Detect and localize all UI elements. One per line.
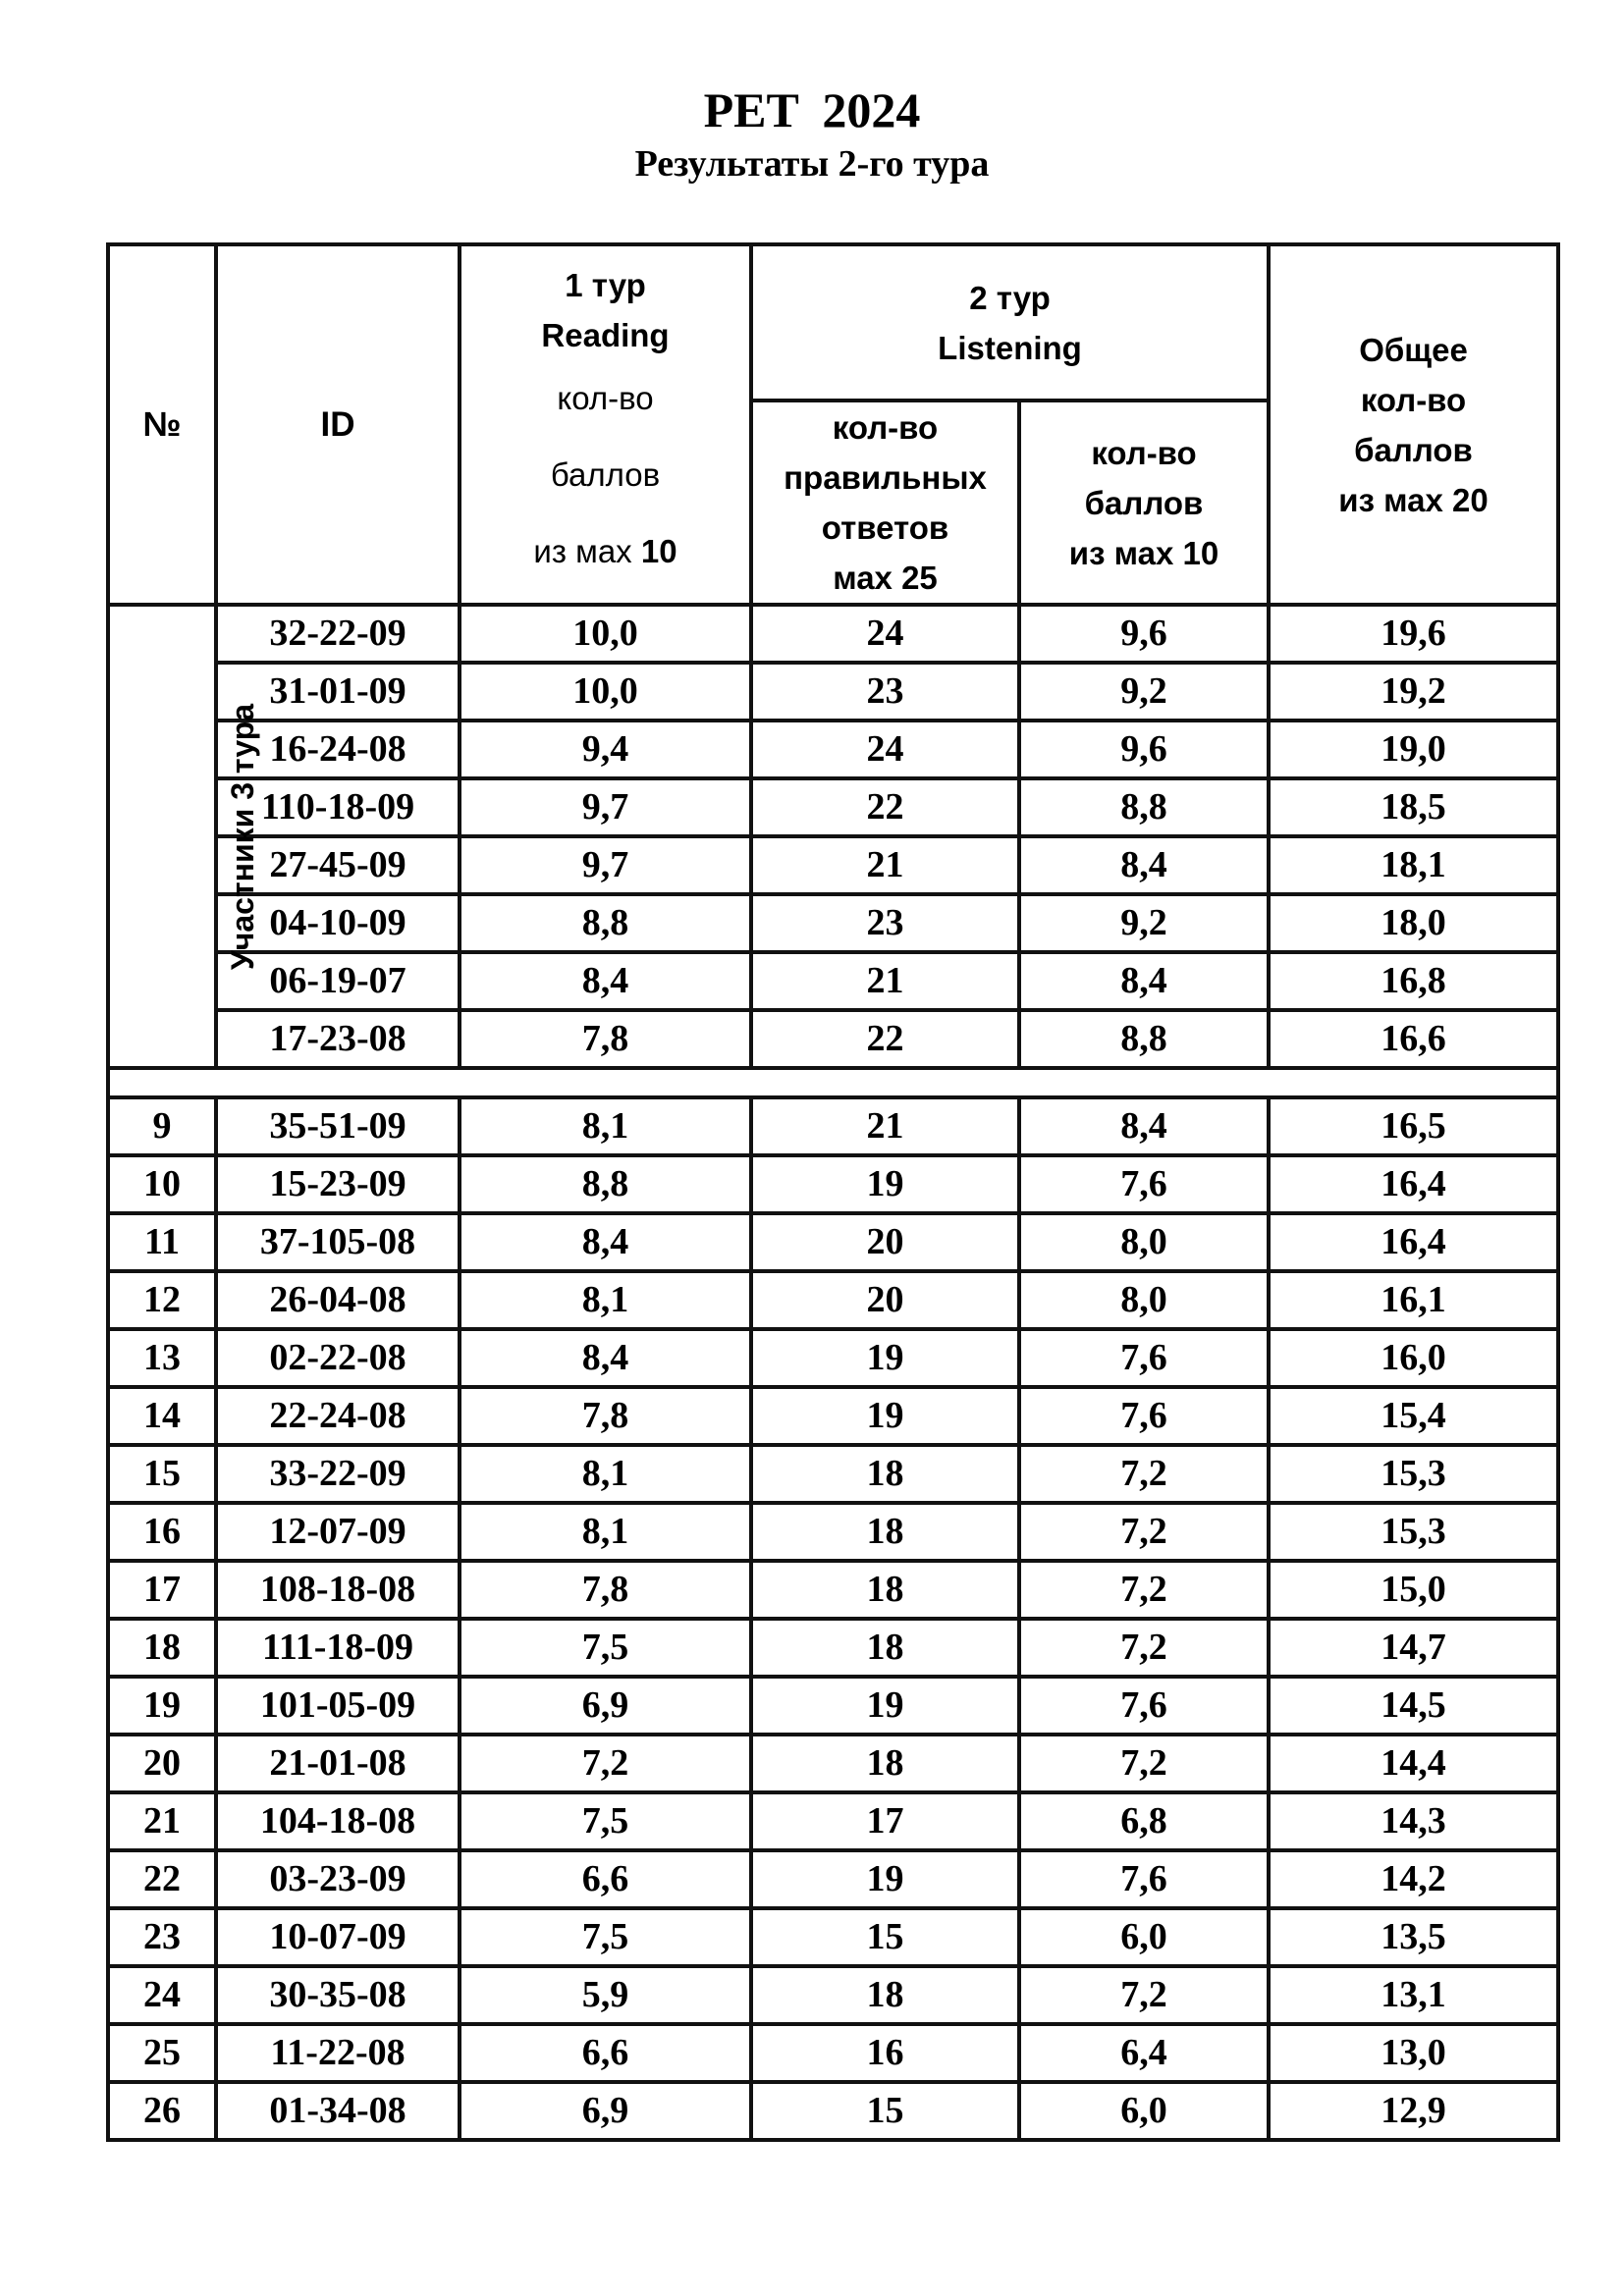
cell-id: 110-18-09: [216, 778, 460, 836]
cell-total: 15,0: [1269, 1561, 1558, 1619]
cell-total: 13,1: [1269, 1966, 1558, 2024]
cell-reading: 8,4: [460, 1329, 751, 1387]
cell-total: 16,1: [1269, 1271, 1558, 1329]
cell-listening-points: 6,0: [1019, 2082, 1269, 2140]
header-listening-round: 2 тур: [969, 279, 1051, 316]
cell-reading: 8,1: [460, 1445, 751, 1503]
cell-number: 12: [108, 1271, 216, 1329]
cell-total: 12,9: [1269, 2082, 1558, 2140]
header-reading-max-label: из мах: [533, 532, 641, 569]
cell-listening-points: 7,2: [1019, 1503, 1269, 1561]
separator-row: [108, 1068, 1558, 1097]
cell-number: 9: [108, 1097, 216, 1155]
cell-total: 15,3: [1269, 1445, 1558, 1503]
cell-listening-correct: 18: [751, 1966, 1019, 2024]
cell-total: 18,0: [1269, 894, 1558, 952]
cell-listening-points: 9,2: [1019, 894, 1269, 952]
table-row: [108, 1908, 1558, 1966]
cell-listening-correct: 19: [751, 1677, 1019, 1735]
table-row: [108, 1735, 1558, 1792]
table-row: [108, 1155, 1558, 1213]
header-number: №: [108, 244, 216, 605]
cell-total: 14,2: [1269, 1850, 1558, 1908]
cell-number: 13: [108, 1329, 216, 1387]
cell-total: 14,5: [1269, 1677, 1558, 1735]
cell-listening-points: 9,6: [1019, 605, 1269, 663]
cell-reading: 6,9: [460, 1677, 751, 1735]
cell-listening-correct: 21: [751, 836, 1019, 894]
header-reading: [460, 244, 751, 605]
cell-reading: 8,1: [460, 1503, 751, 1561]
header-listening-points-line2: баллов: [1084, 484, 1204, 521]
cell-listening-correct: 19: [751, 1850, 1019, 1908]
header-listening-correct-line4: мах 25: [833, 560, 938, 596]
header-total: [1269, 244, 1558, 605]
cell-reading: 9,7: [460, 778, 751, 836]
cell-id: 104-18-08: [216, 1792, 460, 1850]
cell-total: 13,0: [1269, 2024, 1558, 2082]
cell-id: 01-34-08: [216, 2082, 460, 2140]
cell-listening-points: 9,2: [1019, 663, 1269, 721]
cell-total: 19,2: [1269, 663, 1558, 721]
table-row: [108, 1387, 1558, 1445]
cell-listening-points: 8,0: [1019, 1271, 1269, 1329]
header-reading-line1: кол-во: [557, 379, 654, 416]
cell-listening-points: 7,6: [1019, 1329, 1269, 1387]
cell-reading: 7,8: [460, 1387, 751, 1445]
cell-total: 14,4: [1269, 1735, 1558, 1792]
cell-reading: 6,9: [460, 2082, 751, 2140]
cell-reading: 6,6: [460, 1850, 751, 1908]
header-total-line3: баллов: [1354, 431, 1473, 468]
cell-listening-correct: 19: [751, 1155, 1019, 1213]
cell-listening-correct: 20: [751, 1213, 1019, 1271]
cell-reading: 8,8: [460, 894, 751, 952]
header-reading-max-value: 10: [640, 532, 677, 569]
table-row: [108, 2024, 1558, 2082]
cell-total: 16,5: [1269, 1097, 1558, 1155]
cell-id: 10-07-09: [216, 1908, 460, 1966]
cell-reading: 5,9: [460, 1966, 751, 2024]
cell-listening-correct: 17: [751, 1792, 1019, 1850]
table-row: [108, 1213, 1558, 1271]
table-row-group: [108, 1010, 1558, 1068]
cell-id: 37-105-08: [216, 1213, 460, 1271]
cell-listening-points: 8,4: [1019, 836, 1269, 894]
header-listening: [751, 244, 1269, 400]
header-listening-correct-line1: кол-во: [832, 409, 939, 446]
separator-cell: [108, 1068, 1558, 1097]
cell-listening-correct: 18: [751, 1735, 1019, 1792]
cell-id: 04-10-09: [216, 894, 460, 952]
document-title: PET 2024: [703, 82, 921, 137]
cell-id: 03-23-09: [216, 1850, 460, 1908]
table-row-group: [108, 952, 1558, 1010]
table-row-group: [108, 894, 1558, 952]
cell-total: 16,8: [1269, 952, 1558, 1010]
table-row: [108, 1097, 1558, 1155]
table-row: [108, 1561, 1558, 1619]
table-row-group: [108, 605, 1558, 663]
header-reading-name: Reading: [541, 316, 670, 353]
cell-listening-correct: 18: [751, 1619, 1019, 1677]
group-label-cell: [108, 605, 261, 1068]
cell-reading: 7,5: [460, 1792, 751, 1850]
cell-reading: 10,0: [460, 663, 751, 721]
cell-id: 111-18-09: [216, 1619, 460, 1677]
header-reading-round: 1 тур: [565, 266, 646, 303]
header-listening-points-line3: из мах 10: [1068, 534, 1219, 571]
table-row: [108, 1329, 1558, 1387]
cell-listening-correct: 24: [751, 605, 1019, 663]
table-row: [108, 1619, 1558, 1677]
cell-id: 26-04-08: [216, 1271, 460, 1329]
cell-id: 21-01-08: [216, 1735, 460, 1792]
header-reading-line3: [461, 513, 749, 590]
cell-total: 18,5: [1269, 778, 1558, 836]
cell-listening-points: 7,2: [1019, 1561, 1269, 1619]
cell-id: 27-45-09: [216, 836, 460, 894]
cell-number: 26: [108, 2082, 216, 2140]
cell-id: 22-24-08: [216, 1387, 460, 1445]
cell-number: 10: [108, 1155, 216, 1213]
header-listening-points: [1019, 400, 1269, 605]
cell-listening-points: 7,6: [1019, 1155, 1269, 1213]
cell-reading: 7,5: [460, 1908, 751, 1966]
cell-total: 13,5: [1269, 1908, 1558, 1966]
cell-total: 14,3: [1269, 1792, 1558, 1850]
cell-total: 15,3: [1269, 1503, 1558, 1561]
table-header: [108, 244, 1558, 605]
cell-reading: 8,4: [460, 952, 751, 1010]
cell-number: 24: [108, 1966, 216, 2024]
cell-reading: 10,0: [460, 605, 751, 663]
cell-number: 17: [108, 1561, 216, 1619]
cell-listening-points: 8,8: [1019, 1010, 1269, 1068]
table-row: [108, 1850, 1558, 1908]
header-total-line2: кол-во: [1360, 381, 1467, 418]
cell-id: 31-01-09: [216, 663, 460, 721]
header-listening-correct: [751, 400, 1019, 605]
table-row: [108, 1271, 1558, 1329]
cell-listening-points: 6,8: [1019, 1792, 1269, 1850]
cell-number: 18: [108, 1619, 216, 1677]
cell-number: 21: [108, 1792, 216, 1850]
cell-listening-points: 8,8: [1019, 778, 1269, 836]
header-id: ID: [216, 244, 460, 605]
cell-listening-correct: 18: [751, 1561, 1019, 1619]
cell-total: 19,0: [1269, 721, 1558, 778]
cell-number: 19: [108, 1677, 216, 1735]
cell-total: 18,1: [1269, 836, 1558, 894]
cell-listening-points: 8,4: [1019, 1097, 1269, 1155]
cell-id: 12-07-09: [216, 1503, 460, 1561]
cell-listening-correct: 22: [751, 778, 1019, 836]
cell-id: 17-23-08: [216, 1010, 460, 1068]
cell-listening-points: 7,2: [1019, 1619, 1269, 1677]
cell-reading: 8,4: [460, 1213, 751, 1271]
cell-reading: 6,6: [460, 2024, 751, 2082]
cell-listening-points: 7,6: [1019, 1387, 1269, 1445]
results-table: [106, 242, 1560, 2142]
cell-listening-points: 7,2: [1019, 1735, 1269, 1792]
cell-total: 14,7: [1269, 1619, 1558, 1677]
table-row: [108, 2082, 1558, 2140]
cell-total: 16,4: [1269, 1213, 1558, 1271]
header-reading-line2: баллов: [550, 455, 661, 493]
cell-reading: 8,8: [460, 1155, 751, 1213]
cell-total: 19,6: [1269, 605, 1558, 663]
cell-listening-points: 6,0: [1019, 1908, 1269, 1966]
cell-number: 25: [108, 2024, 216, 2082]
cell-listening-correct: 24: [751, 721, 1019, 778]
cell-listening-correct: 18: [751, 1503, 1019, 1561]
group-label: Участники 3 тура: [225, 703, 261, 971]
cell-id: 06-19-07: [216, 952, 460, 1010]
cell-number: 20: [108, 1735, 216, 1792]
cell-number: 22: [108, 1850, 216, 1908]
table-row-group: [108, 778, 1558, 836]
cell-listening-correct: 22: [751, 1010, 1019, 1068]
document-subtitle: Результаты 2-го тура: [634, 143, 990, 185]
table-row: [108, 1792, 1558, 1850]
cell-reading: 7,5: [460, 1619, 751, 1677]
cell-id: 32-22-09: [216, 605, 460, 663]
cell-listening-correct: 15: [751, 1908, 1019, 1966]
cell-id: 16-24-08: [216, 721, 460, 778]
cell-listening-correct: 19: [751, 1329, 1019, 1387]
cell-id: 11-22-08: [216, 2024, 460, 2082]
cell-listening-correct: 21: [751, 1097, 1019, 1155]
header-listening-points-line1: кол-во: [1091, 434, 1197, 471]
table-row-group: [108, 663, 1558, 721]
cell-total: 16,0: [1269, 1329, 1558, 1387]
cell-listening-correct: 15: [751, 2082, 1019, 2140]
cell-total: 16,6: [1269, 1010, 1558, 1068]
cell-reading: 9,4: [460, 721, 751, 778]
cell-total: 15,4: [1269, 1387, 1558, 1445]
cell-listening-correct: 19: [751, 1387, 1019, 1445]
cell-reading: 7,8: [460, 1010, 751, 1068]
cell-listening-correct: 16: [751, 2024, 1019, 2082]
cell-reading: 8,1: [460, 1271, 751, 1329]
cell-listening-correct: 20: [751, 1271, 1019, 1329]
cell-id: 35-51-09: [216, 1097, 460, 1155]
cell-listening-points: 7,2: [1019, 1445, 1269, 1503]
cell-number: 15: [108, 1445, 216, 1503]
cell-listening-points: 9,6: [1019, 721, 1269, 778]
cell-id: 101-05-09: [216, 1677, 460, 1735]
cell-number: 14: [108, 1387, 216, 1445]
cell-listening-correct: 23: [751, 894, 1019, 952]
table-row: [108, 1503, 1558, 1561]
cell-id: 30-35-08: [216, 1966, 460, 2024]
cell-listening-points: 7,6: [1019, 1850, 1269, 1908]
cell-id: 108-18-08: [216, 1561, 460, 1619]
cell-id: 33-22-09: [216, 1445, 460, 1503]
cell-reading: 7,8: [460, 1561, 751, 1619]
table-row: [108, 1445, 1558, 1503]
table-row: [108, 1677, 1558, 1735]
cell-listening-correct: 23: [751, 663, 1019, 721]
cell-number: 23: [108, 1908, 216, 1966]
cell-total: 16,4: [1269, 1155, 1558, 1213]
table-body: [108, 605, 1558, 2140]
cell-listening-correct: 18: [751, 1445, 1019, 1503]
cell-listening-correct: 21: [751, 952, 1019, 1010]
table-row: [108, 1966, 1558, 2024]
table-row-group: [108, 721, 1558, 778]
cell-listening-points: 7,6: [1019, 1677, 1269, 1735]
header-total-line1: Общее: [1359, 331, 1468, 368]
cell-id: 02-22-08: [216, 1329, 460, 1387]
header-listening-name: Listening: [938, 329, 1082, 366]
cell-reading: 8,1: [460, 1097, 751, 1155]
header-total-line4: из мах 20: [1338, 481, 1489, 518]
cell-reading: 7,2: [460, 1735, 751, 1792]
cell-listening-points: 8,4: [1019, 952, 1269, 1010]
cell-listening-points: 7,2: [1019, 1966, 1269, 2024]
cell-reading: 9,7: [460, 836, 751, 894]
cell-listening-points: 8,0: [1019, 1213, 1269, 1271]
header-listening-correct-line3: ответов: [821, 509, 949, 546]
table-row-group: [108, 836, 1558, 894]
cell-number: 16: [108, 1503, 216, 1561]
header-listening-correct-line2: правильных: [784, 459, 987, 496]
cell-number: 11: [108, 1213, 216, 1271]
cell-id: 15-23-09: [216, 1155, 460, 1213]
cell-listening-points: 6,4: [1019, 2024, 1269, 2082]
